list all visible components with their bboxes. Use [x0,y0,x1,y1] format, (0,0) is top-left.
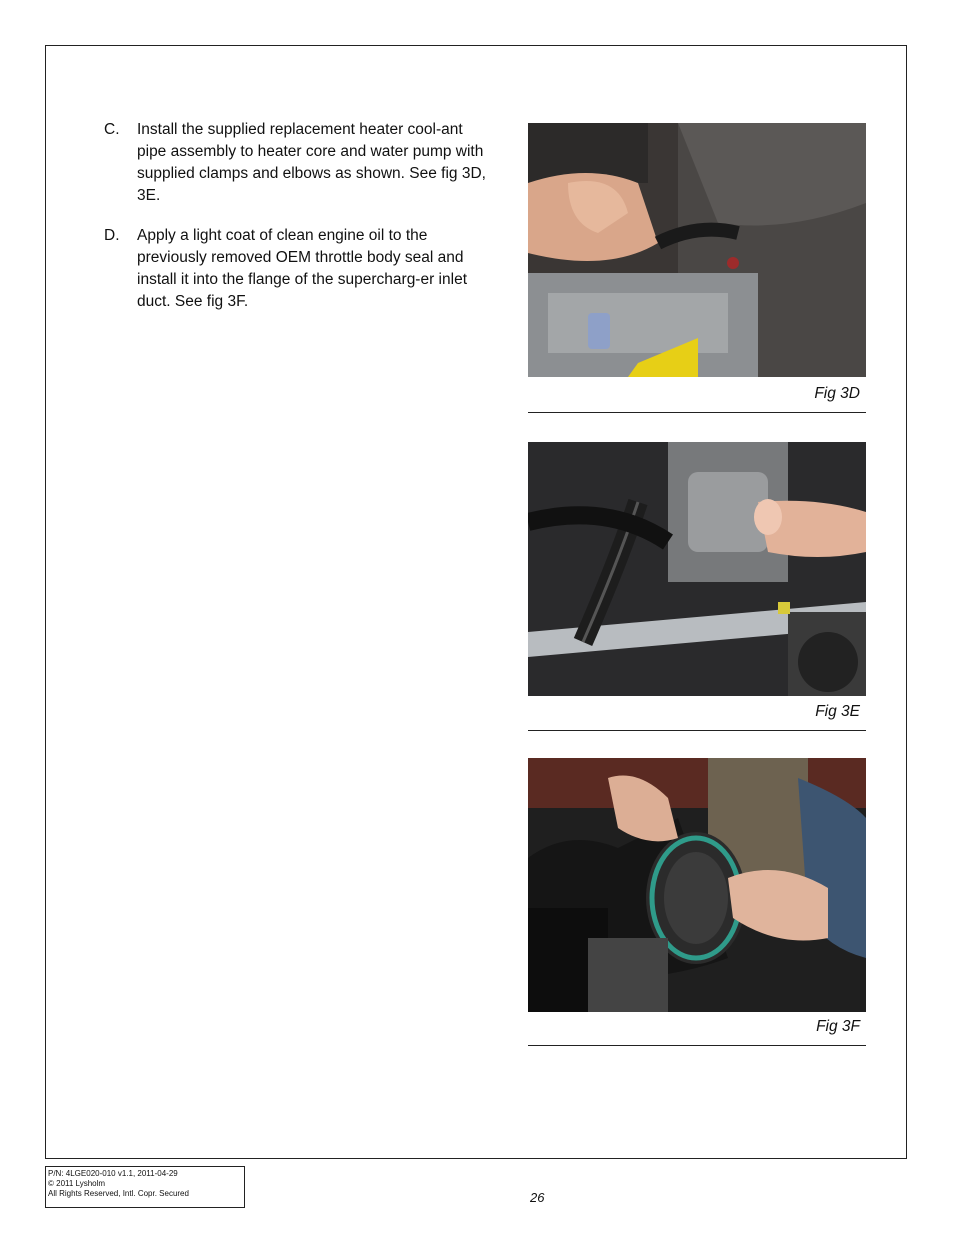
footer-info-box [45,1166,245,1208]
caption-fig-3f: Fig 3F [816,1018,860,1035]
caption-fig-3e: Fig 3E [815,703,860,720]
figure-divider [528,730,866,731]
page-number: 26 [530,1190,545,1205]
step-c [104,119,494,207]
photo-fig-3f [528,758,866,1012]
step-d [104,225,494,313]
caption-fig-3d: Fig 3D [814,385,860,402]
photo-fig-3d [528,123,866,377]
figure-divider [528,1045,866,1046]
step-text: Apply a light coat of clean engine oil to the previously removed OEM throttle body seal and install it into the flange of the supercharg-er inlet duct. See fig 3F. [137,227,467,310]
footer-part-number: P/N: 4LGE020-010 v1.1, 2011-04-29 [48,1169,178,1178]
footer-rights: All Rights Reserved, Intl. Copr. Secured [48,1189,189,1198]
step-letter: D. [104,227,120,244]
step-letter: C. [104,121,120,138]
step-text: Install the supplied replacement heater cool-ant pipe assembly to heater core and water pump with supplied clamps and elbows as shown. See fig 3D, 3E. [137,121,486,204]
figure-divider [528,412,866,413]
photo-fig-3e [528,442,866,696]
footer-copyright: © 2011 Lysholm [48,1179,106,1188]
